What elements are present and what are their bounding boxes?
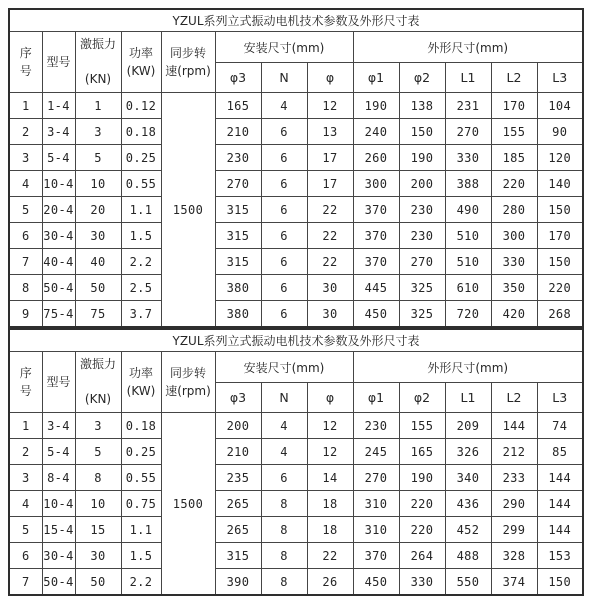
cell-phi1: 240 — [353, 119, 399, 145]
sub-col-header-n: N — [261, 63, 307, 93]
cell-seq: 4 — [9, 491, 42, 517]
cell-force: 1 — [75, 93, 121, 119]
cell-force: 8 — [75, 465, 121, 491]
cell-n: 6 — [261, 119, 307, 145]
cell-n: 4 — [261, 93, 307, 119]
cell-phi: 22 — [307, 197, 353, 223]
cell-l1: 610 — [445, 275, 491, 301]
cell-n: 6 — [261, 249, 307, 275]
cell-phi: 26 — [307, 569, 353, 596]
cell-n: 6 — [261, 171, 307, 197]
header-line: 型号 — [46, 374, 71, 389]
cell-n: 6 — [261, 197, 307, 223]
cell-l2: 300 — [491, 223, 537, 249]
table-row — [9, 439, 583, 465]
cell-l3: 90 — [537, 119, 583, 145]
cell-model: 1-4 — [42, 93, 75, 119]
sub-col-header-phi: φ — [307, 383, 353, 413]
cell-phi1: 300 — [353, 171, 399, 197]
cell-phi3: 380 — [215, 275, 261, 301]
cell-model: 20-4 — [42, 197, 75, 223]
col-header-model — [42, 352, 75, 413]
cell-model: 10-4 — [42, 491, 75, 517]
table-row — [9, 491, 583, 517]
cell-phi2: 230 — [399, 223, 445, 249]
cell-l2: 233 — [491, 465, 537, 491]
cell-phi: 18 — [307, 517, 353, 543]
col-header-speed — [161, 32, 215, 93]
cell-phi2: 150 — [399, 119, 445, 145]
cell-power: 2.2 — [121, 249, 161, 275]
cell-power: 1.1 — [121, 197, 161, 223]
cell-l2: 212 — [491, 439, 537, 465]
cell-l2: 155 — [491, 119, 537, 145]
cell-model: 15-4 — [42, 517, 75, 543]
cell-l3: 268 — [537, 301, 583, 328]
cell-n: 6 — [261, 223, 307, 249]
cell-model: 30-4 — [42, 223, 75, 249]
cell-phi3: 315 — [215, 197, 261, 223]
cell-n: 6 — [261, 275, 307, 301]
header-line: 速(rpm) — [165, 63, 211, 78]
group-header-install: 安装尺寸(mm) — [215, 352, 353, 383]
cell-phi2: 165 — [399, 439, 445, 465]
cell-phi: 17 — [307, 171, 353, 197]
cell-phi3: 210 — [215, 119, 261, 145]
cell-l1: 510 — [445, 249, 491, 275]
sub-col-header-phi1: φ1 — [353, 63, 399, 93]
table-title: YZUL系列立式振动电机技术参数及外形尺寸表 — [9, 329, 583, 352]
table-row — [9, 145, 583, 171]
col-header-lines — [76, 34, 121, 90]
header-line: 型号 — [46, 54, 71, 69]
cell-l3: 153 — [537, 543, 583, 569]
cell-phi: 18 — [307, 491, 353, 517]
cell-force: 20 — [75, 197, 121, 223]
cell-force: 10 — [75, 491, 121, 517]
cell-phi: 22 — [307, 543, 353, 569]
cell-phi2: 220 — [399, 517, 445, 543]
cell-model: 40-4 — [42, 249, 75, 275]
sub-col-header-phi2: φ2 — [399, 63, 445, 93]
table-row — [9, 197, 583, 223]
cell-phi2: 190 — [399, 465, 445, 491]
cell-seq: 1 — [9, 413, 42, 439]
cell-power: 2.5 — [121, 275, 161, 301]
group-header-outline: 外形尺寸(mm) — [353, 352, 583, 383]
cell-phi2: 220 — [399, 491, 445, 517]
cell-seq: 3 — [9, 145, 42, 171]
table-row — [9, 569, 583, 596]
sub-col-header-l1: L1 — [445, 63, 491, 93]
cell-force: 5 — [75, 145, 121, 171]
cell-l3: 150 — [537, 249, 583, 275]
header-line: (KW) — [126, 383, 156, 398]
col-header-lines — [43, 55, 75, 70]
cell-l2: 374 — [491, 569, 537, 596]
cell-phi2: 138 — [399, 93, 445, 119]
cell-force: 50 — [75, 569, 121, 596]
cell-phi3: 230 — [215, 145, 261, 171]
cell-l2: 299 — [491, 517, 537, 543]
group-header-install: 安装尺寸(mm) — [215, 32, 353, 63]
cell-phi: 13 — [307, 119, 353, 145]
cell-l1: 720 — [445, 301, 491, 328]
col-header-speed — [161, 352, 215, 413]
spec-table-1 — [8, 8, 584, 328]
cell-phi3: 315 — [215, 223, 261, 249]
cell-phi1: 245 — [353, 439, 399, 465]
cell-force: 50 — [75, 275, 121, 301]
header-line: 功率 — [128, 365, 153, 380]
table-row — [9, 93, 583, 119]
header-line: 号 — [19, 63, 32, 78]
cell-l1: 488 — [445, 543, 491, 569]
table-row — [9, 301, 583, 328]
cell-l2: 220 — [491, 171, 537, 197]
sub-col-header-l2: L2 — [491, 63, 537, 93]
col-header-lines — [162, 366, 215, 399]
cell-seq: 1 — [9, 93, 42, 119]
cell-phi2: 325 — [399, 301, 445, 328]
cell-phi1: 450 — [353, 301, 399, 328]
cell-phi3: 165 — [215, 93, 261, 119]
cell-l1: 340 — [445, 465, 491, 491]
col-header-lines — [122, 366, 161, 399]
cell-force: 75 — [75, 301, 121, 328]
cell-phi: 22 — [307, 249, 353, 275]
cell-l1: 452 — [445, 517, 491, 543]
cell-l3: 74 — [537, 413, 583, 439]
cell-l2: 280 — [491, 197, 537, 223]
cell-force: 30 — [75, 543, 121, 569]
cell-phi: 12 — [307, 413, 353, 439]
cell-phi: 12 — [307, 93, 353, 119]
cell-model: 3-4 — [42, 413, 75, 439]
cell-seq: 8 — [9, 275, 42, 301]
cell-model: 5-4 — [42, 439, 75, 465]
cell-phi1: 310 — [353, 491, 399, 517]
cell-power: 0.18 — [121, 119, 161, 145]
cell-seq: 2 — [9, 119, 42, 145]
cell-phi1: 370 — [353, 197, 399, 223]
col-header-lines — [122, 46, 161, 79]
cell-l3: 144 — [537, 517, 583, 543]
cell-model: 50-4 — [42, 569, 75, 596]
cell-power: 2.2 — [121, 569, 161, 596]
header-line: 序 — [19, 45, 32, 60]
sub-col-header-l2: L2 — [491, 383, 537, 413]
cell-l3: 144 — [537, 465, 583, 491]
cell-force: 15 — [75, 517, 121, 543]
cell-n: 6 — [261, 301, 307, 328]
table-row — [9, 517, 583, 543]
header-line: 速(rpm) — [165, 383, 211, 398]
cell-phi1: 370 — [353, 543, 399, 569]
cell-force: 3 — [75, 413, 121, 439]
cell-phi2: 330 — [399, 569, 445, 596]
cell-l2: 170 — [491, 93, 537, 119]
header-line: 序 — [19, 365, 32, 380]
cell-phi3: 200 — [215, 413, 261, 439]
cell-phi2: 325 — [399, 275, 445, 301]
cell-l3: 150 — [537, 569, 583, 596]
cell-l3: 220 — [537, 275, 583, 301]
col-header-seq — [9, 352, 42, 413]
cell-force: 40 — [75, 249, 121, 275]
cell-l1: 550 — [445, 569, 491, 596]
cell-force: 10 — [75, 171, 121, 197]
table-row — [9, 413, 583, 439]
cell-seq: 2 — [9, 439, 42, 465]
cell-l1: 436 — [445, 491, 491, 517]
cell-phi2: 230 — [399, 197, 445, 223]
table-title: YZUL系列立式振动电机技术参数及外形尺寸表 — [9, 9, 583, 32]
cell-seq: 9 — [9, 301, 42, 328]
cell-model: 8-4 — [42, 465, 75, 491]
col-header-power — [121, 352, 161, 413]
cell-l3: 170 — [537, 223, 583, 249]
cell-phi: 12 — [307, 439, 353, 465]
cell-force: 5 — [75, 439, 121, 465]
cell-phi3: 380 — [215, 301, 261, 328]
header-line: (KN) — [84, 392, 112, 406]
cell-phi1: 445 — [353, 275, 399, 301]
cell-phi: 22 — [307, 223, 353, 249]
cell-model: 30-4 — [42, 543, 75, 569]
col-header-lines — [10, 366, 42, 399]
cell-phi3: 265 — [215, 517, 261, 543]
cell-phi3: 265 — [215, 491, 261, 517]
cell-l2: 328 — [491, 543, 537, 569]
header-line: 号 — [19, 383, 32, 398]
cell-seq: 6 — [9, 543, 42, 569]
cell-l1: 330 — [445, 145, 491, 171]
cell-seq: 5 — [9, 197, 42, 223]
cell-power: 0.25 — [121, 145, 161, 171]
col-header-force — [75, 352, 121, 413]
cell-l1: 270 — [445, 119, 491, 145]
cell-n: 6 — [261, 465, 307, 491]
cell-phi1: 270 — [353, 465, 399, 491]
cell-l3: 140 — [537, 171, 583, 197]
sub-col-header-phi3: φ3 — [215, 63, 261, 93]
spec-table-2 — [8, 328, 584, 596]
cell-n: 4 — [261, 439, 307, 465]
cell-n: 8 — [261, 543, 307, 569]
table-row — [9, 171, 583, 197]
cell-power: 0.55 — [121, 171, 161, 197]
cell-seq: 7 — [9, 569, 42, 596]
cell-l1: 510 — [445, 223, 491, 249]
cell-phi2: 200 — [399, 171, 445, 197]
table-row — [9, 223, 583, 249]
sub-col-header-phi2: φ2 — [399, 383, 445, 413]
table-row — [9, 249, 583, 275]
cell-l3: 120 — [537, 145, 583, 171]
cell-phi3: 315 — [215, 249, 261, 275]
cell-seq: 4 — [9, 171, 42, 197]
cell-phi2: 264 — [399, 543, 445, 569]
cell-phi1: 370 — [353, 249, 399, 275]
header-line: 激振力 — [79, 37, 116, 51]
col-header-lines — [43, 375, 75, 390]
cell-n: 8 — [261, 491, 307, 517]
cell-speed: 1500 — [161, 413, 215, 596]
cell-phi1: 190 — [353, 93, 399, 119]
col-header-lines — [10, 46, 42, 79]
cell-l1: 209 — [445, 413, 491, 439]
cell-power: 0.12 — [121, 93, 161, 119]
cell-power: 1.5 — [121, 223, 161, 249]
sub-col-header-l3: L3 — [537, 383, 583, 413]
col-header-force — [75, 32, 121, 93]
sub-col-header-phi1: φ1 — [353, 383, 399, 413]
cell-seq: 5 — [9, 517, 42, 543]
cell-power: 1.5 — [121, 543, 161, 569]
cell-phi1: 370 — [353, 223, 399, 249]
cell-phi3: 315 — [215, 543, 261, 569]
sub-col-header-phi3: φ3 — [215, 383, 261, 413]
cell-power: 0.75 — [121, 491, 161, 517]
cell-force: 30 — [75, 223, 121, 249]
table-row — [9, 465, 583, 491]
cell-phi1: 310 — [353, 517, 399, 543]
cell-model: 3-4 — [42, 119, 75, 145]
header-line: 同步转 — [169, 365, 206, 380]
cell-l1: 326 — [445, 439, 491, 465]
cell-phi1: 230 — [353, 413, 399, 439]
cell-power: 0.25 — [121, 439, 161, 465]
cell-force: 3 — [75, 119, 121, 145]
cell-l2: 330 — [491, 249, 537, 275]
cell-power: 1.1 — [121, 517, 161, 543]
cell-l1: 490 — [445, 197, 491, 223]
header-line: 同步转 — [169, 45, 206, 60]
cell-model: 75-4 — [42, 301, 75, 328]
cell-phi3: 390 — [215, 569, 261, 596]
col-header-lines — [76, 354, 121, 410]
table-row — [9, 275, 583, 301]
header-line: (KW) — [126, 63, 156, 78]
cell-l3: 104 — [537, 93, 583, 119]
sub-col-header-phi: φ — [307, 63, 353, 93]
cell-n: 8 — [261, 569, 307, 596]
cell-n: 6 — [261, 145, 307, 171]
cell-l1: 231 — [445, 93, 491, 119]
col-header-seq — [9, 32, 42, 93]
cell-phi3: 210 — [215, 439, 261, 465]
cell-seq: 7 — [9, 249, 42, 275]
cell-power: 0.18 — [121, 413, 161, 439]
sub-col-header-n: N — [261, 383, 307, 413]
cell-model: 50-4 — [42, 275, 75, 301]
cell-speed: 1500 — [161, 93, 215, 328]
cell-n: 8 — [261, 517, 307, 543]
header-line: (KN) — [84, 72, 112, 86]
col-header-power — [121, 32, 161, 93]
cell-power: 0.55 — [121, 465, 161, 491]
group-header-outline: 外形尺寸(mm) — [353, 32, 583, 63]
cell-l2: 144 — [491, 413, 537, 439]
cell-n: 4 — [261, 413, 307, 439]
col-header-lines — [162, 46, 215, 79]
cell-model: 10-4 — [42, 171, 75, 197]
cell-seq: 6 — [9, 223, 42, 249]
sub-col-header-l3: L3 — [537, 63, 583, 93]
cell-model: 5-4 — [42, 145, 75, 171]
cell-phi2: 155 — [399, 413, 445, 439]
sub-col-header-l1: L1 — [445, 383, 491, 413]
cell-seq: 3 — [9, 465, 42, 491]
cell-phi3: 235 — [215, 465, 261, 491]
cell-l2: 185 — [491, 145, 537, 171]
table-row — [9, 119, 583, 145]
cell-phi1: 450 — [353, 569, 399, 596]
cell-l3: 144 — [537, 491, 583, 517]
cell-l3: 85 — [537, 439, 583, 465]
cell-phi: 17 — [307, 145, 353, 171]
cell-phi: 30 — [307, 301, 353, 328]
header-line: 激振力 — [79, 357, 116, 371]
cell-phi2: 190 — [399, 145, 445, 171]
cell-phi1: 260 — [353, 145, 399, 171]
cell-l2: 290 — [491, 491, 537, 517]
header-line: 功率 — [128, 45, 153, 60]
cell-l2: 420 — [491, 301, 537, 328]
table-row — [9, 543, 583, 569]
cell-l1: 388 — [445, 171, 491, 197]
cell-power: 3.7 — [121, 301, 161, 328]
cell-phi: 14 — [307, 465, 353, 491]
cell-phi3: 270 — [215, 171, 261, 197]
col-header-model — [42, 32, 75, 93]
cell-phi2: 270 — [399, 249, 445, 275]
cell-l2: 350 — [491, 275, 537, 301]
cell-phi: 30 — [307, 275, 353, 301]
cell-l3: 150 — [537, 197, 583, 223]
